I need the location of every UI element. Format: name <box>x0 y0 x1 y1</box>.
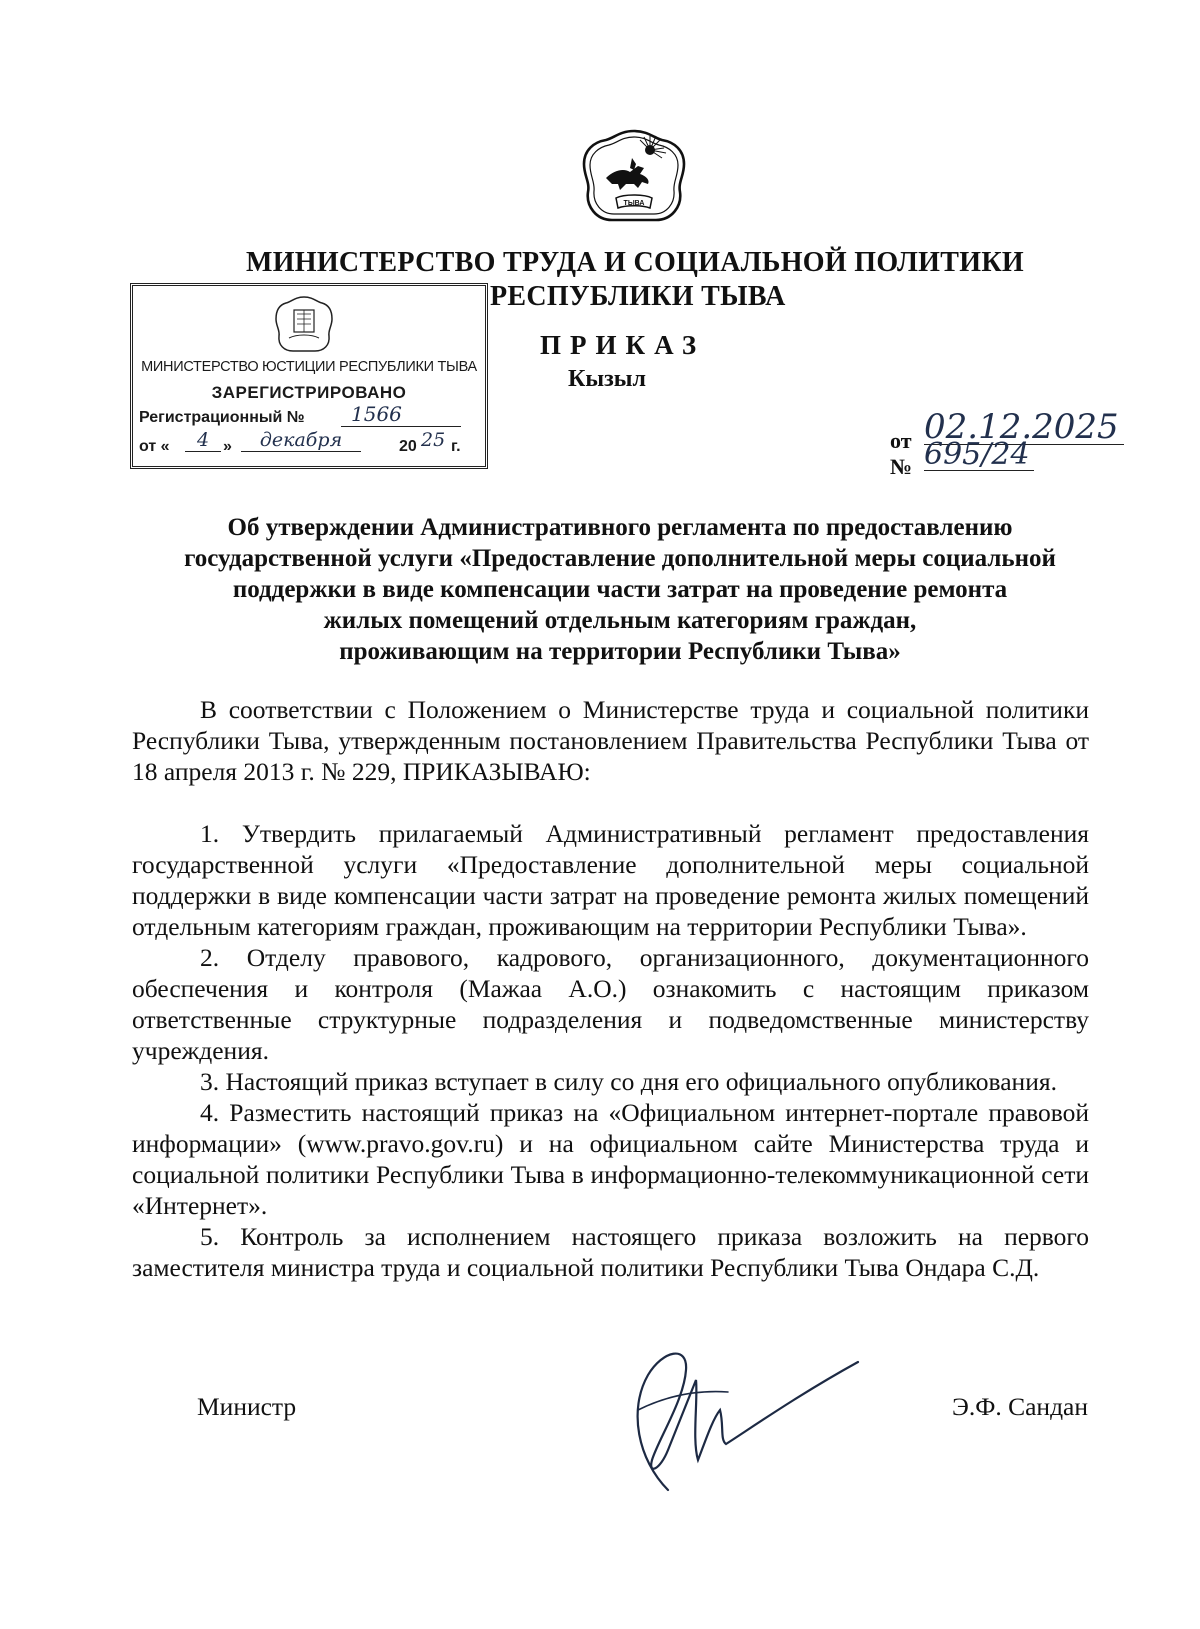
subject-line: государственной услуги «Предоставление дополнительной меры социальной <box>184 545 1056 572</box>
tuva-coat-of-arms-icon <box>578 128 690 226</box>
handwritten-signature-icon <box>608 1340 868 1505</box>
stamp-day: 4 <box>185 429 221 452</box>
stamp-month: декабря <box>241 429 361 452</box>
stamp-year-suffix: 25 <box>421 429 446 451</box>
order-number-value: 695/24 <box>924 440 1034 471</box>
signatory-role: Министр <box>197 1392 297 1421</box>
order-number-label: № <box>890 454 913 479</box>
order-item: 3. Настоящий приказ вступает в силу со дня его официального опубликования. <box>200 1067 1057 1096</box>
stamp-reg-label: Регистрационный № <box>139 409 305 426</box>
stamp-year-prefix: 20 <box>399 438 417 455</box>
order-items <box>132 818 1089 1283</box>
order-date-label: от <box>890 428 912 453</box>
order-date-value: 02.12.2025 <box>924 410 1124 445</box>
registration-emblem-icon <box>273 294 335 354</box>
order-item: 4. Разместить настоящий приказ на «Официальном интернет-портале правовой информации» (www.pravo.gov.ru) и на официальном сайте Министерства труда и социальной политики Республики Тыва в информационно-телекоммуникационной сети «Интернет». <box>132 1098 1089 1220</box>
order-subject <box>140 512 1100 667</box>
order-item: 5. Контроль за исполнением настоящего приказа возложить на первого заместителя министра труда и социальной политики Республики Тыва Ондара С.Д. <box>132 1222 1089 1282</box>
order-title: ПРИКАЗ <box>540 330 706 360</box>
subject-line: Об утверждении Административного регламента по предоставлению <box>227 514 1013 541</box>
order-item: 2. Отделу правового, кадрового, организационного, документационного обеспечения и контроля (Мажаа А.О.) ознакомить с настоящим приказом ответственные структурные подразделения и подведомственные министерству учреждения. <box>132 943 1089 1065</box>
registration-stamp <box>130 283 488 469</box>
subject-line: поддержки в виде компенсации части затрат на проведение ремонта <box>232 576 1008 603</box>
signatory-name: Э.Ф. Сандан <box>952 1392 1089 1421</box>
subject-line: жилых помещений отдельным категориям граждан, <box>323 607 917 634</box>
stamp-status: ЗАРЕГИСТРИРОВАНО <box>211 383 407 402</box>
ministry-name-line1: МИНИСТЕРСТВО ТРУДА И СОЦИАЛЬНОЙ ПОЛИТИКИ <box>245 247 1025 278</box>
order-item: 1. Утвердить прилагаемый Административный регламент предоставления государственной услуги «Предоставление дополнительной меры социальной поддержки в виде компенсации части затрат на проведение ремонта жилых помещений отдельным категориям граждан, проживающим на территории Республики Тыва». <box>132 819 1089 941</box>
stamp-quote-close: » <box>223 438 232 455</box>
order-preamble: В соответствии с Положением о Министерстве труда и социальной политики Республики Тыва, утвержденным постановлением Правительства Республики Тыва от 18 апреля 2013 г. № 229, ПРИКАЗЫВАЮ: <box>132 695 1089 786</box>
stamp-year-unit: г. <box>451 438 461 455</box>
stamp-date-prefix: от « <box>139 438 170 455</box>
emblem-label: ТЫВА <box>623 200 645 207</box>
subject-line: проживающим на территории Республики Тыва» <box>339 638 901 665</box>
stamp-reg-number: 1566 <box>341 402 461 427</box>
stamp-org-name: МИНИСТЕРСТВО ЮСТИЦИИ РЕСПУБЛИКИ ТЫВА <box>141 359 477 375</box>
ministry-name-line2: РЕСПУБЛИКИ ТЫВА <box>490 281 786 312</box>
order-city: Кызыл <box>568 366 646 392</box>
